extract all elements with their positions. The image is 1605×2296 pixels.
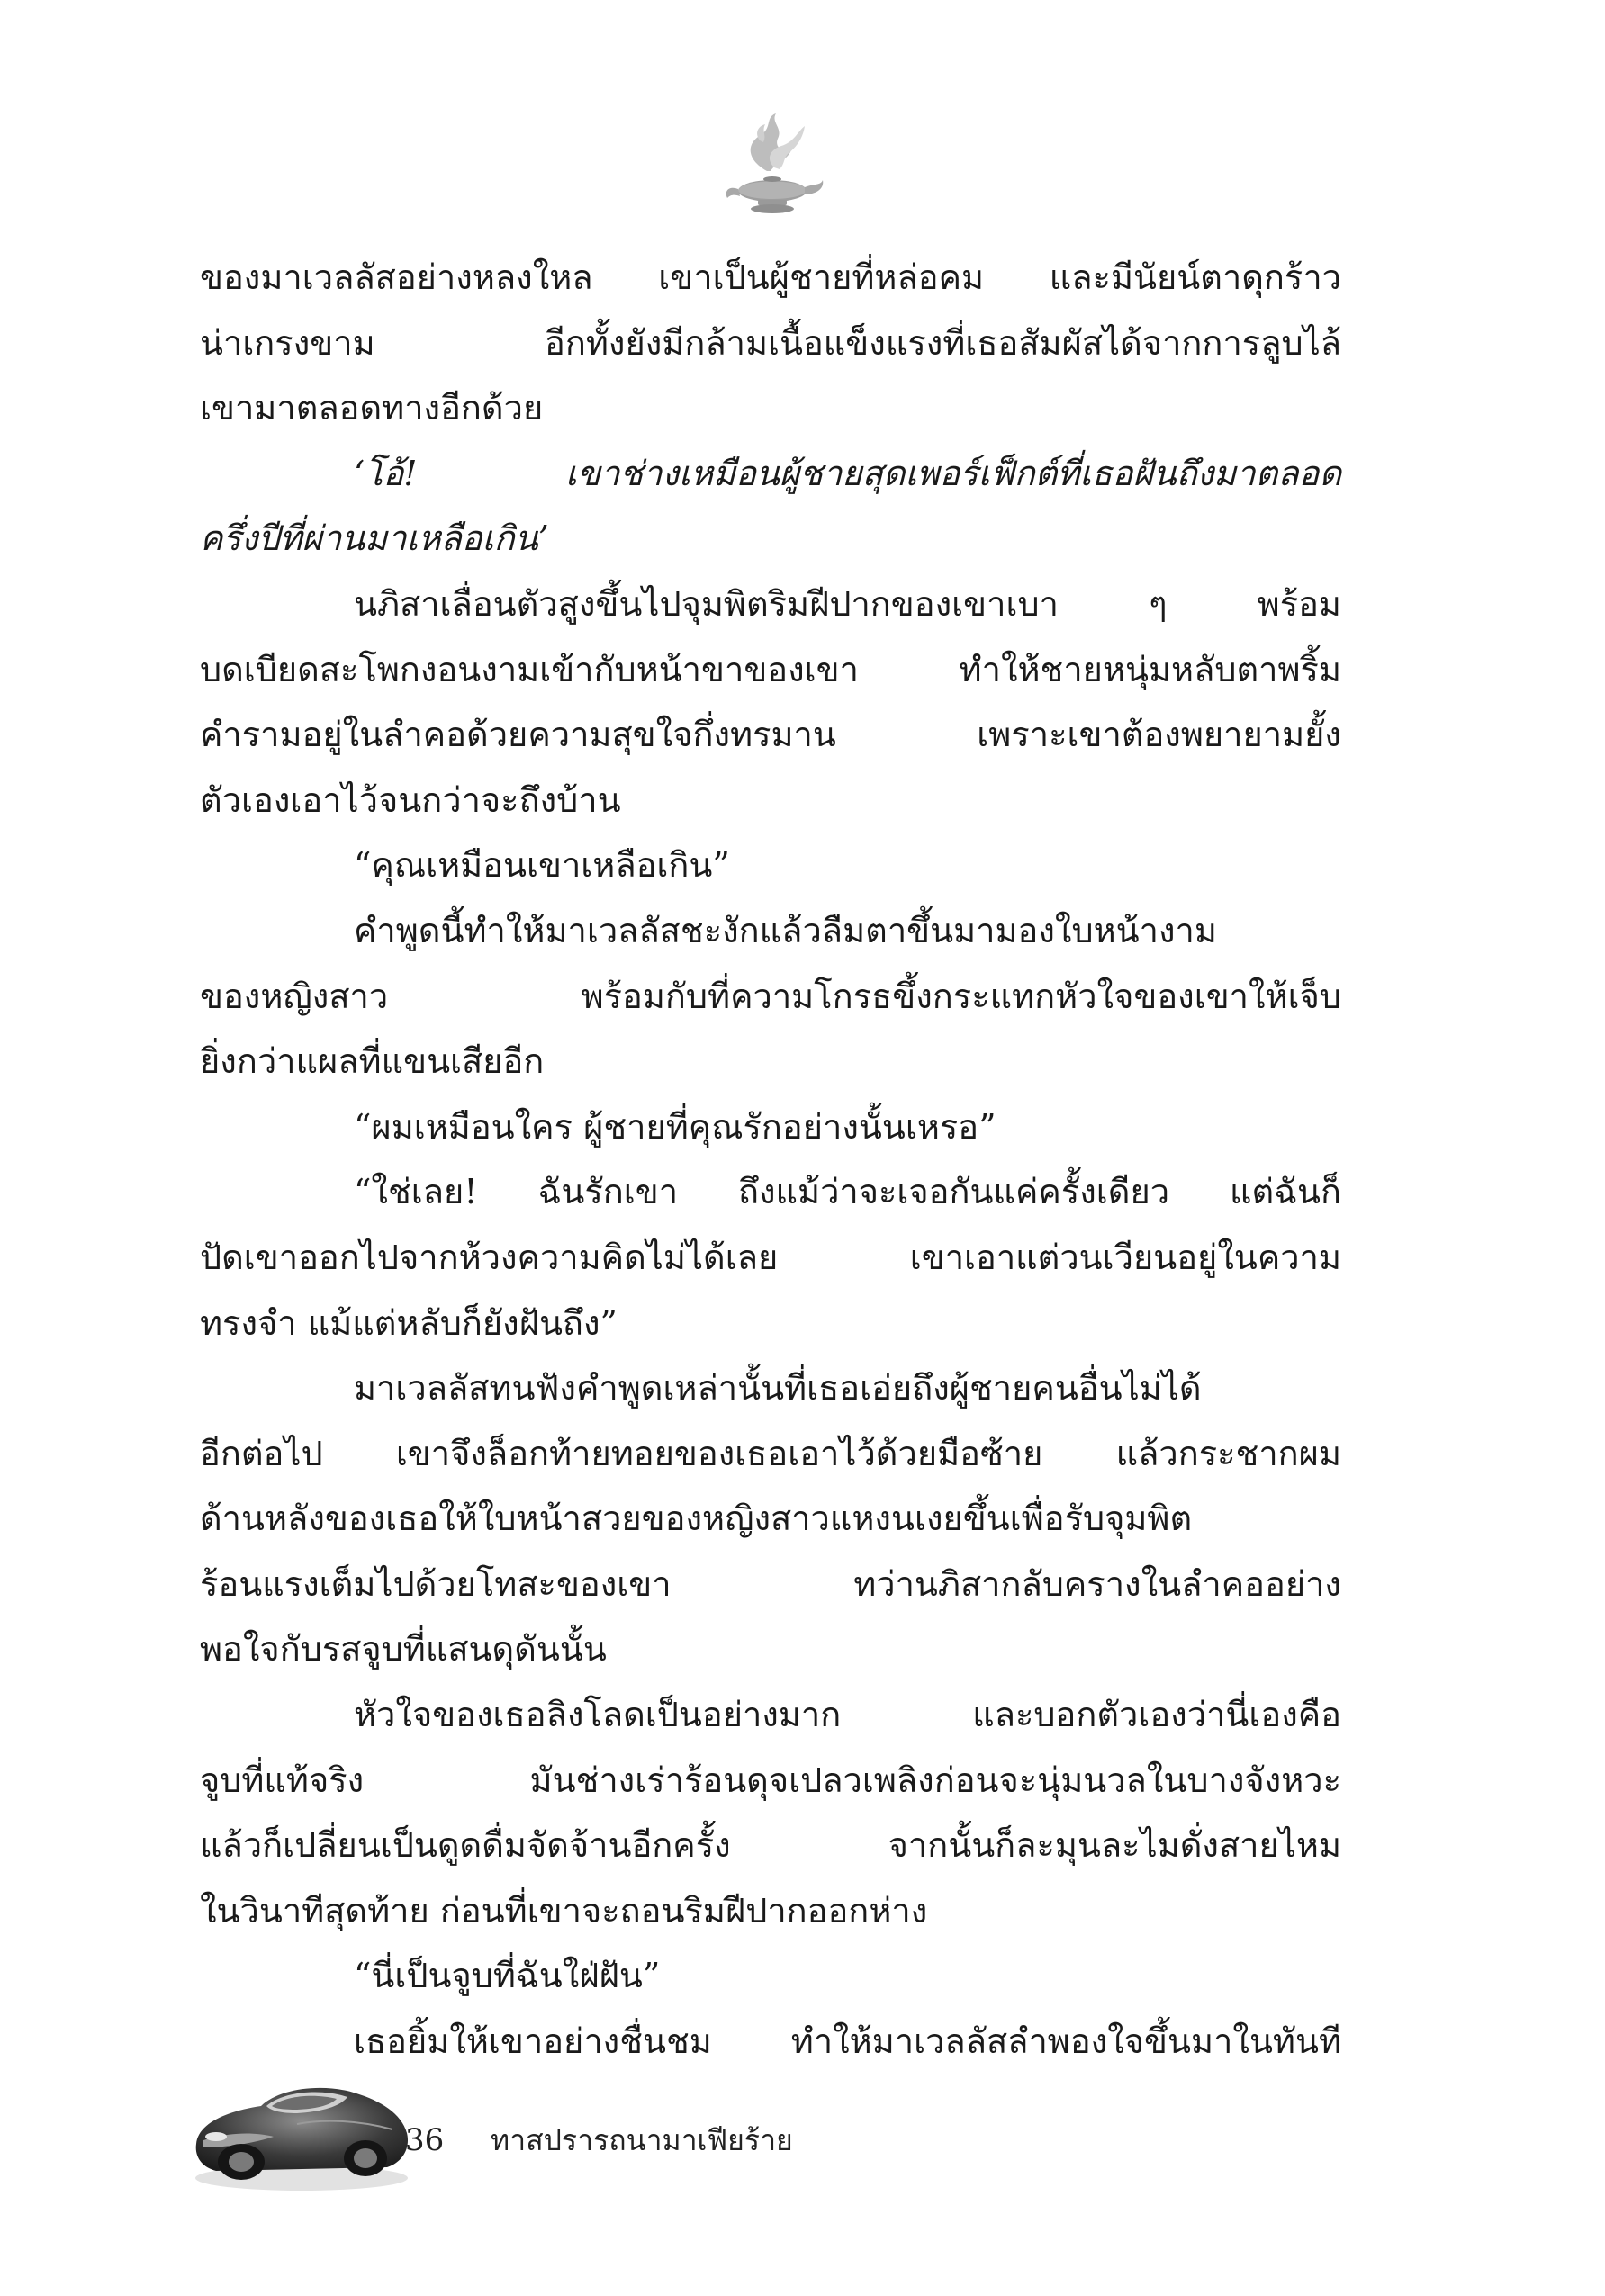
text-line: หัวใจของเธอลิงโลดเป็นอย่างมาก และบอกตัวเองว่านี่เองคือ: [354, 1695, 1341, 1735]
text-line: จูบที่แท้จริง มันช่างเร่าร้อนดุจเปลวเพลิงก่อนจะนุ่มนวลในบางจังหวะ: [200, 1760, 1341, 1800]
text-line: เธอยิ้มให้เขาอย่างชื่นชม ทำให้มาเวลลัสลำพองใจขึ้นมาในทันที: [354, 2021, 1341, 2062]
text-line: แล้วก็เปลี่ยนเป็นดูดดื่มจัดจ้านอีกครั้ง จากนั้นก็ละมุนละไมดั่งสายไหม: [200, 1825, 1341, 1866]
text-line: ‘โอ้! เขาช่างเหมือนผู้ชายสุดเพอร์เฟ็กต์ที่เธอฝันถึงมาตลอด: [354, 453, 1341, 493]
magic-lamp-icon: [711, 108, 828, 225]
text-line: น่าเกรงขาม อีกทั้งยังมีกล้ามเนื้อแข็งแรงที่เธอสัมผัสได้จากการลูบไล้: [200, 322, 1341, 363]
text-line: “ใช่เลย! ฉันรักเขา ถึงแม้ว่าจะเจอกันแค่ครั้งเดียว แต่ฉันก็: [354, 1172, 1341, 1212]
text-line: ร้อนแรงเต็มไปด้วยโทสะของเขา ทว่านภิสากลับครางในลำคออย่าง: [200, 1563, 1341, 1604]
text-line: ด้านหลังของเธอให้ใบหน้าสวยของหญิงสาวแหงนเงยขึ้นเพื่อรับจุมพิต: [200, 1499, 1193, 1539]
text-line: ตัวเองเอาไว้จนกว่าจะถึงบ้าน: [200, 779, 621, 820]
text-line: “นี่เป็นจูบที่ฉันใฝ่ฝัน”: [354, 1956, 661, 1996]
text-line: ของมาเวลลัสอย่างหลงใหล เขาเป็นผู้ชายที่หล่อคม และมีนัยน์ตาดุกร้าว: [200, 257, 1341, 297]
text-line: อีกต่อไป เขาจึงล็อกท้ายทอยของเธอเอาไว้ด้วยมือซ้าย แล้วกระชากผม: [200, 1433, 1341, 1473]
text-line: ในวินาทีสุดท้าย ก่อนที่เขาจะถอนริมฝีปากออกห่าง: [200, 1890, 928, 1931]
text-line: เขามาตลอดทางอีกด้วย: [200, 388, 544, 428]
sports-car-image: [189, 2061, 414, 2196]
text-line: ปัดเขาออกไปจากห้วงความคิดไม่ได้เลย เขาเอาแต่วนเวียนอยู่ในความ: [200, 1237, 1341, 1277]
text-line: นภิสาเลื่อนตัวสูงขึ้นไปจุมพิตริมฝีปากของเขาเบา ๆ พร้อม: [354, 583, 1341, 624]
text-line: “คุณเหมือนเขาเหลือเกิน”: [354, 845, 730, 886]
text-line: ครึ่งปีที่ผ่านมาเหลือเกิน’: [200, 518, 549, 559]
text-line: พอใจกับรสจูบที่แสนดุดันนั้น: [200, 1629, 607, 1670]
text-line: “ผมเหมือนใคร ผู้ชายที่คุณรักอย่างนั้นเหรอ”: [354, 1106, 996, 1147]
text-line: ยิ่งกว่าแผลที่แขนเสียอีก: [200, 1041, 545, 1082]
text-line: คำรามอยู่ในลำคอด้วยความสุขใจกึ่งทรมาน เพราะเขาต้องพยายามยั้ง: [200, 715, 1341, 755]
text-line: บดเบียดสะโพกงอนงามเข้ากับหน้าขาของเขา ทำให้ชายหนุ่มหลับตาพริ้ม: [200, 649, 1341, 689]
text-line: ของหญิงสาว พร้อมกับที่ความโกรธขึ้งกระแทกหัวใจของเขาให้เจ็บ: [200, 976, 1341, 1016]
text-line: ทรงจำ แม้แต่หลับก็ยังฝันถึง”: [200, 1302, 618, 1343]
text-line: มาเวลลัสทนฟังคำพูดเหล่านั้นที่เธอเอ่ยถึงผู้ชายคนอื่นไม่ได้: [354, 1368, 1202, 1409]
page-body-text: [200, 245, 1341, 2075]
text-line: คำพูดนี้ทำให้มาเวลลัสชะงักแล้วลืมตาขึ้นมามองใบหน้างาม: [354, 910, 1217, 950]
book-title: ทาสปรารถนามาเฟียร้าย: [491, 2123, 793, 2157]
page-footer: [189, 2061, 999, 2205]
page-number: 36: [405, 2122, 445, 2158]
